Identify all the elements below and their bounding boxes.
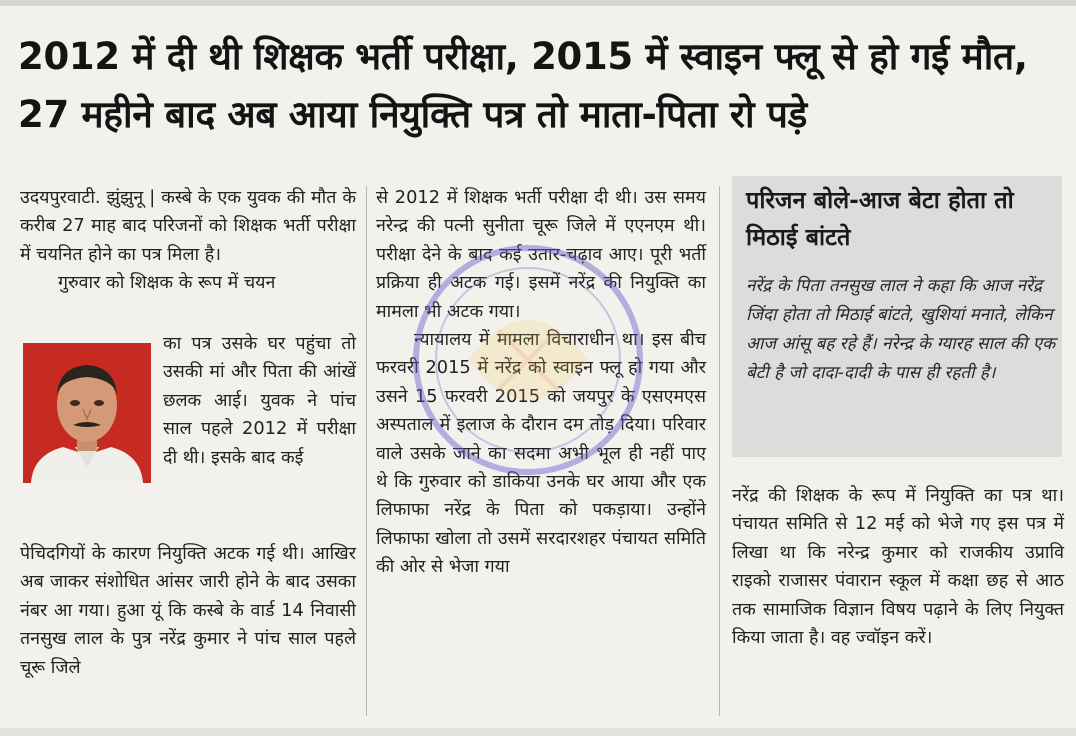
column1-paragraph-2-start: गुरुवार को शिक्षक के रूप में चयन (58, 272, 276, 294)
column-divider-1 (366, 186, 367, 716)
column1-paragraph-2-wrap: का पत्र उसके घर पहुंचा तो उसकी मां और पिता की आंखें छलक आई। युवक ने पांच साल पहले 2012 में परीक्षा दी थी। इसके बाद कई (163, 333, 356, 468)
column2-paragraph-1: से 2012 में शिक्षक भर्ती परीक्षा दी थी। उस समय नरेन्द्र की पत्नी सुनीता चूरू जिले में एएनएम थी। परीक्षा देने के बाद कई उतार-चढ़ाव आए। पूरी भर्ती प्रक्रिया ही अटक गई। इसमें नरेंद्र की नियुक्ति का मामला भी अटक गया। (376, 187, 706, 322)
portrait-photo (23, 343, 151, 483)
bottom-edge-strip (0, 728, 1076, 736)
column-divider-2 (719, 186, 720, 716)
column2-paragraph-2: न्यायालय में मामला विचाराधीन था। इस बीच फरवरी 2015 में नरेंद्र को स्वाइन फ्लू हो गया और उसने 15 फरवरी 2015 को जयपुर के एसएमएस अस्पताल में इलाज के दौरान दम तोड़ दिया। परिवार वाले उसके जाने का सदमा अभी भूल ही नहीं पाए थे कि गुरुवार को डाकिया उनके घर आया और एक लिफाफा नरेंद्र के पिता को पकड़ाया। उन्होंने लिफाफा खोला तो उसमें सरदारशहर पंचायत समिति की ओर से भेजा गया (376, 329, 706, 578)
sidebar-title: परिजन बोले-आज बेटा होता तो मिठाई बांटते (746, 186, 1014, 251)
column2 (376, 184, 706, 582)
column1-intro (20, 184, 356, 298)
column1-wrap-text (163, 330, 356, 472)
top-edge-strip (0, 0, 1076, 6)
headline: 2012 में दी थी शिक्षक भर्ती परीक्षा, 2015 में स्वाइन फ्लू से हो गई मौत, 27 महीने बाद अब आया नियुक्ति पत्र तो माता-पिता रो पड़े (18, 35, 1028, 136)
column1-paragraph-2-end: पेचिदगियों के कारण नियुक्ति अटक गई थी। आखिर अब जाकर संशोधित आंसर जारी होने के बाद उसका नंबर आ गया। हुआ यूं कि कस्बे के वार्ड 14 निवासी तनसुख लाल के पुत्र नरेंद्र कुमार ने पांच साल पहले चूरू जिले (20, 543, 356, 678)
portrait-illustration (23, 343, 151, 483)
column1-bottom (20, 540, 356, 682)
column1-paragraph-1: उदयपुरवाटी. झुंझुनू | कस्बे के एक युवक की मौत के करीब 27 माह बाद परिजनों को शिक्षक भर्ती परीक्षा में चयनित होने का पत्र मिला है। (20, 187, 356, 265)
column3 (732, 482, 1064, 652)
column3-paragraph-1: नरेंद्र की शिक्षक के रूप में नियुक्ति का पत्र था। पंचायत समिति से 12 मई को भेजे गए इस पत्र में लिखा था कि नरेन्द्र कुमार को राजकीय उप्रावि राइको राजासर पंवारान स्कूल में कक्षा छह से आठ तक सामाजिक विज्ञान विषय पढ़ाने के लिए नियुक्त किया जाता है। वह ज्वॉइन करें। (732, 485, 1064, 649)
sidebar-body: नरेंद्र के पिता तनसुख लाल ने कहा कि आज नरेंद्र जिंदा होता तो मिठाई बांटते, खुशियां मनाते, लेकिन आज आंसू बह रहे हैं। नरेन्द्र के ग्यारह साल की एक बेटी है जो दादा-दादी के पास ही रहती है। (746, 276, 1056, 383)
sidebar-box (732, 176, 1062, 457)
